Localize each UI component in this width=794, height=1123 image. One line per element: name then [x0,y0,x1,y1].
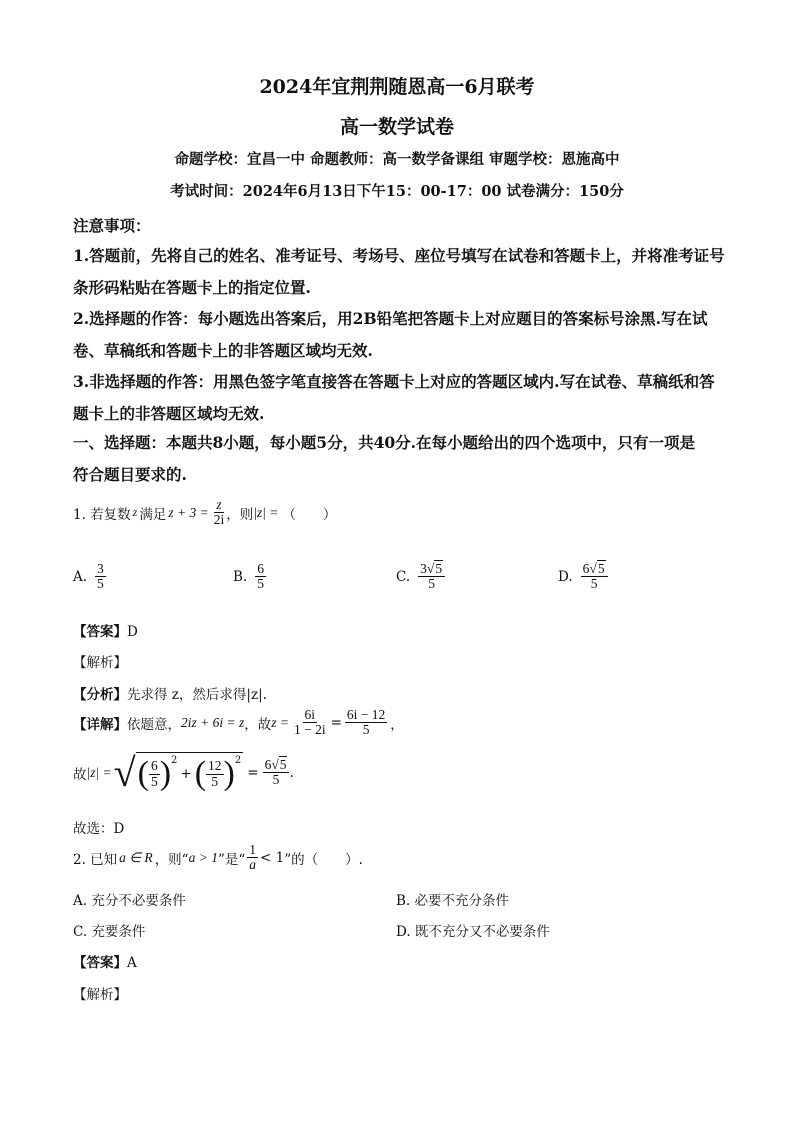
q1-result-equals: = [247,764,259,781]
note-3-line-2: 题卡上的非答题区域均无效. [73,404,265,423]
q1-xiangjie-a: 依题意， [127,716,181,733]
q2-expr1: a > 1 [188,849,218,865]
q1-r2-den: 5 [211,773,219,789]
q1-gu: 故 [73,766,87,783]
q2-option-b [396,889,509,909]
section-1-line-1: 一、选择题：本题共8小题，每小题5分，共40分.在每小题给出的四个选项中，只有一项是 [73,433,696,452]
q1-option-d [558,562,608,591]
left-paren-icon: ( [137,755,149,792]
q2-option-d [396,920,550,940]
q1-plus: + [180,766,192,782]
q1-mid: 满足 [139,506,167,523]
q1-option-a-num: 3 [97,561,104,576]
q2-answer-tag: 【答案】 [73,955,127,971]
question-2-stem [73,843,363,872]
q1-result-coef: 6 [264,756,272,772]
q1-eq-fraction [212,498,227,527]
q1-result-den: 5 [272,772,280,787]
question-1-stem [73,498,336,527]
q1-xiangjie-comma: ， [390,716,404,733]
left-paren-icon: ( [194,755,207,792]
note-1-line-1: 1.答题前，先将自己的姓名、准考证号、考场号、座位号填写在试卷和答题卡上，并将准考证号 [73,246,725,265]
q2-cond: a ∈ R [119,849,153,865]
q1-option-c-fraction [418,562,445,591]
q2-option-a [73,889,186,909]
q1-fenxi-text: 先求得 z，然后求得|z|. [127,687,267,703]
section-1-line-2: 符合题目要求的. [73,465,187,484]
q1-frac1-den: 1 − 2i [293,722,326,738]
q1-result-fraction [263,758,290,787]
q2-answer [73,951,137,971]
note-2-line-2: 卷、草稿纸和答题卡上的非答题区域均无效. [73,341,373,360]
q2-fraction [247,843,258,872]
q1-after: ，则 [226,506,254,523]
q1-r2-num: 12 [208,758,222,774]
q1-prefix: 1. 若复数 [73,506,131,523]
q1-r2-exp: 2 [234,755,242,766]
q2-tail: ”的（ ）. [284,851,363,868]
q1-option-c-den: 5 [428,576,435,592]
q1-guxuan: 故选：D [73,821,125,837]
q1-option-b-fraction [255,562,266,591]
q1-modulus-line [73,749,294,795]
q1-r1-exp: 2 [171,755,178,766]
q1-fenxi-tag: 【分析】 [73,687,127,703]
q1-xiangjie-frac2 [345,708,387,737]
exam-title: 2024年宜荆荆随恩高一6月联考 [259,76,535,98]
note-1-line-2: 条形码粘贴在答题卡上的指定位置. [73,278,311,297]
q1-paren: （ ） [282,506,337,523]
q1-option-d-num: 6√5 [581,562,608,577]
q1-option-b [233,562,266,591]
q1-eq-left: z + 3 = [168,504,209,520]
q2-option-d-text: 既不充分又不必要条件 [414,924,550,940]
q1-var-z: z [132,505,138,520]
exam-meta-time: 考试时间：2024年6月13日下午15：00-17：00 试卷满分：150分 [170,183,624,200]
q1-option-c-root: 5 [435,561,443,576]
q1-r1-fraction [149,759,160,788]
q2-analysis-tag: 【解析】 [73,987,127,1003]
q2-answer-value: A [127,955,137,971]
q1-answer-tag: 【答案】 [73,624,127,640]
q1-result-root: 5 [279,756,287,772]
q1-frac2-den: 5 [362,722,370,738]
q1-r2-fraction [206,759,224,788]
q1-answer-value: D [127,624,138,640]
q1-eq-den: 2i [213,512,225,528]
q2-mid2: ”是“ [217,851,246,868]
q1-xiangjie-eq1: 2iz + 6i = z [181,714,245,730]
notes-heading: 注意事项： [73,216,151,235]
sqrt-icon: √ [113,749,136,795]
q1-option-b-den: 5 [257,576,264,592]
q1-option-c-num: 3√5 [418,562,445,577]
q1-option-b-num: 6 [257,561,264,576]
q1-option-b-label: B. [233,568,248,585]
q2-mid1: ，则“ [154,851,189,868]
q1-option-d-root: 5 [597,561,605,576]
q2-expr2-tail: < 1 [260,849,285,866]
q1-option-c-coef: 3 [420,561,427,576]
q1-option-c [396,562,445,591]
note-2-line-1: 2.选择题的作答：每小题选出答案后，用2B铅笔把答题卡上对应题目的答案标号涂黑.写在试 [73,309,708,328]
q1-r1-den: 5 [150,773,158,789]
note-3-line-1: 3.非选择题的作答：用黑色签字笔直接答在答题卡上对应的答题区域内.写在试卷、草稿纸和答 [73,372,715,391]
exam-subtitle: 高一数学试卷 [339,116,454,138]
q1-analysis-tag: 【解析】 [73,655,127,671]
q1-option-d-coef: 6 [582,561,590,576]
q2-option-a-label: A. [73,893,88,909]
q2-option-a-text: 充分不必要条件 [91,893,186,909]
q1-option-c-label: C. [396,568,411,585]
q2-option-c-text: 充要条件 [91,924,146,940]
q2-prefix: 2. 已知 [73,851,118,868]
q1-abs: |z| = [253,504,279,520]
q2-option-d-label: D. [396,924,411,940]
exam-meta-authors: 命题学校：宜昌一中 命题教师：高一数学备课组 审题学校：恩施高中 [174,151,620,168]
q1-result-num: 6√5 [263,758,290,773]
q1-xiangjie-equals: = [330,714,342,731]
q1-xiangjie-b: ，故 [244,716,272,733]
q1-option-d-den: 5 [590,576,598,592]
q1-r1-num: 6 [150,758,158,774]
q1-xiangjie [73,708,404,737]
q1-option-a-den: 5 [97,576,104,592]
q1-fenxi [73,683,267,703]
right-paren-icon: ) [223,755,235,792]
q1-option-a-fraction [95,562,106,591]
q2-option-c-label: C. [73,924,88,940]
q1-option-d-label: D. [558,568,573,585]
q1-answer [73,620,138,640]
q1-xiangjie-frac1 [292,708,328,737]
q1-option-a-label: A. [73,568,88,585]
q1-result-period: . [289,764,294,781]
q2-frac-den: a [249,857,257,873]
q1-xiangjie-zeq: z = [271,714,289,730]
q1-root-body [136,752,244,793]
q1-frac1-num: 6i [304,707,316,722]
q2-option-b-label: B. [396,893,411,909]
q2-frac-num: 1 [249,842,257,857]
q1-eq-num: z [216,497,222,512]
q1-absz: |z| = [86,764,112,780]
q1-frac2-num: 6i − 12 [346,707,386,722]
q1-option-d-fraction [581,562,608,591]
q1-xiangjie-tag: 【详解】 [73,716,127,733]
q2-option-c [73,920,145,940]
q2-option-b-text: 必要不充分条件 [414,893,510,909]
right-paren-icon: ) [159,755,172,792]
q1-option-a [73,562,106,591]
